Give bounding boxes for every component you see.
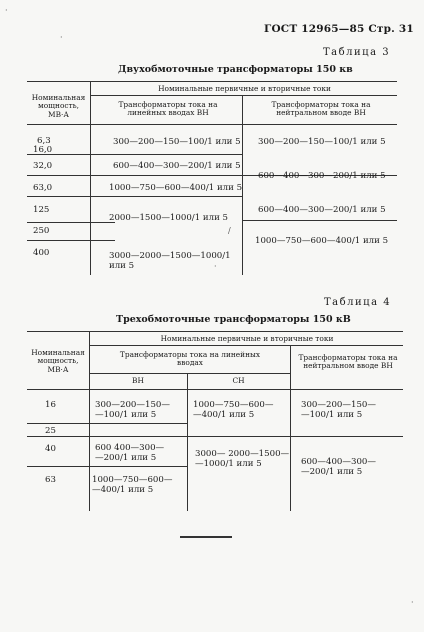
table4-col-rule [290,345,291,511]
table3-power: 63,0 [33,183,53,193]
table4-power: 16 [45,400,56,410]
table3-row-rule [27,154,242,155]
scan-speck: · [214,262,217,271]
table3-col-rule [90,81,91,275]
table3-title: Двухобмоточные трансформаторы 150 кв [118,64,353,75]
table4-group-rule [89,345,403,346]
table4-power: 40 [45,444,56,454]
table3-row-rule [27,222,115,223]
table3-line-value: 300—200—150—100/1 или 5 [113,137,241,147]
table3-col-rule [242,95,243,275]
table3-line-value: 1000—750—600—400/1 или 5 [109,183,243,193]
table4-col-rule [187,373,188,511]
table4-neutral-value: —200/1 или 5 [301,467,363,477]
table4-row-rule [27,466,187,467]
scan-speck: · [5,6,8,15]
table3-header-rule [27,124,397,125]
closing-rule [180,536,232,538]
table4-vn-value: 600 400—300— [95,443,165,453]
table4-vn-value: 1000—750—600— [92,475,173,485]
table4-col-line: Трансформаторы тока на линейных вводах [119,350,261,368]
table4-row-rule [27,436,403,437]
table4-neutral-value: 300—200—150— [301,400,376,410]
table3-power: 250 [33,226,50,236]
table3-neutral-value: 300—200—150—100/1 или 5 [258,137,386,147]
table4-col-rule [89,331,90,511]
table4-power: 25 [45,426,56,436]
table4-group-header: Номинальные первичные и вторичные токи [160,334,334,343]
table3-row-rule [27,240,115,241]
table4-vn-value: —100/1 или 5 [95,410,157,420]
page-header: ГОСТ 12965—85 Стр. 31 [264,23,414,35]
table4-header-rule [27,389,403,390]
table3-neutral-value: 600—400—300—200/1 или 5 [258,171,386,181]
table4-vn-value: —200/1 или 5 [95,453,157,463]
table4-col-power: Номинальная мощность, МВ·А [31,348,85,374]
table4-power: 63 [45,475,56,485]
table3-power: 6,3 [37,136,51,146]
table4-row-rule [27,423,187,424]
table4-neutral-value: —100/1 или 5 [301,410,363,420]
table4-sn-value: 1000—750—600— [193,400,274,410]
table4-vn-value: 300—200—150— [95,400,170,410]
table3-row-rule [242,220,397,221]
table3-line-value: 3000—2000—1500—1000/1 [109,251,231,261]
table3-neutral-value: 600—400—300—200/1 или 5 [258,205,386,215]
table3-col-power: Номинальная мощность, МВ·А [31,93,86,119]
table4-label: Таблица 4 [324,297,392,308]
table4-sub-vn: ВН [132,376,144,385]
table4-neutral-value: 600—400—300— [301,457,376,467]
scan-speck: / [228,226,231,235]
table4-top-rule [27,331,403,332]
table4-sub-rule [89,373,290,374]
table3-power: 32,0 [33,161,53,171]
table3-power: 400 [33,248,50,258]
table3-col-line: Трансформаторы тока на линейных вводах ВН [118,100,218,118]
table4-sn-value: —400/1 или 5 [193,410,255,420]
table3-group-header: Номинальные первичные и вторичные токи [158,84,331,93]
table3-power: 16,0 [33,145,53,155]
table4-sn-value: 3000— 2000—1500— [195,449,290,459]
table3-col-neutral: Трансформаторы тока на нейтральном вводе ВН [271,100,371,118]
table4-sn-value: —1000/1 или 5 [195,459,262,469]
table3-line-value: 600—400—300—200/1 или 5 [113,161,241,171]
table3-line-value: 2000—1500—1000/1 или 5 [109,213,229,223]
scan-speck: · [60,33,63,42]
table3-row-rule [27,196,242,197]
table4-vn-value: —400/1 или 5 [92,485,154,495]
table3-line-value: или 5 [109,261,135,271]
table3-top-rule [27,81,397,82]
table3-group-rule [90,95,397,96]
table3-label: Таблица 3 [323,47,391,58]
table3-neutral-value: 1000—750—600—400/1 или 5 [255,236,389,246]
table4-col-neutral: Трансформаторы тока на нейтральном вводе ВН [298,353,398,371]
table4-title: Трехобмоточные трансформаторы 150 кВ [116,314,351,325]
table3-power: 125 [33,205,50,215]
scan-speck: · [411,598,414,607]
table4-sub-sn: СН [232,376,245,385]
